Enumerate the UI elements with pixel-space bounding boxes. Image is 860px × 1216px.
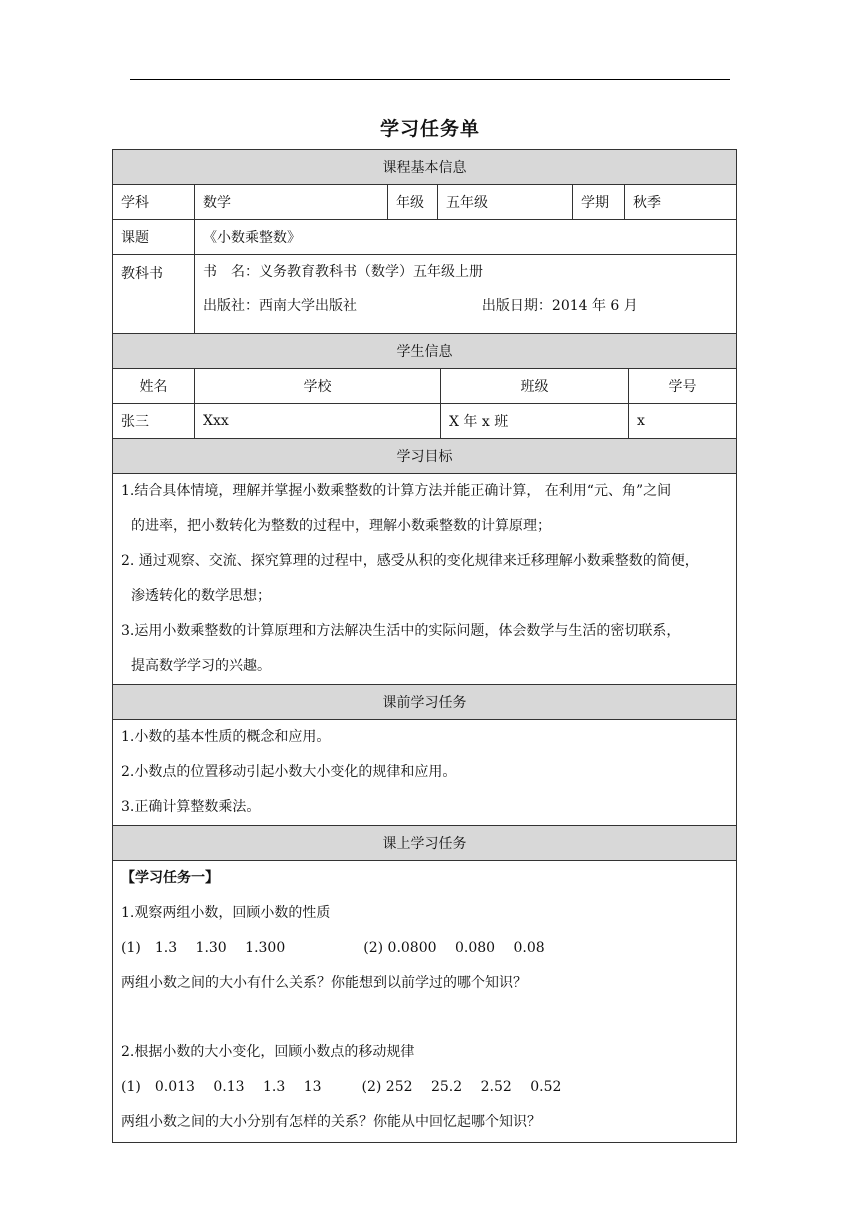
goal-line: 3.运用小数乘整数的计算原理和方法解决生活中的实际问题，体会数学与生活的密切联系， <box>121 623 681 639</box>
answer-space <box>121 1001 728 1035</box>
q1-question: 两组小数之间的大小有什么关系？你能想到以前学过的哪个知识？ <box>121 975 527 991</box>
q2-group1: (1) 0.013 0.13 1.3 13 <box>121 1079 322 1095</box>
topic-label: 课题 <box>113 220 195 255</box>
q1-group1: (1) 1.3 1.30 1.300 <box>121 940 286 956</box>
subject-label: 学科 <box>113 185 195 220</box>
student-info-header: 学生信息 <box>113 334 737 369</box>
goal-line: 渗透转化的数学思想； <box>131 588 271 604</box>
school-header: 学校 <box>195 369 441 404</box>
q2-question: 两组小数之间的大小分别有怎样的关系？你能从中回忆起哪个知识？ <box>121 1114 541 1130</box>
task-one-title: 【学习任务一】 <box>121 870 219 886</box>
publisher-label: 出版社： <box>203 298 259 314</box>
learning-table <box>112 438 737 1143</box>
course-info-header: 课程基本信息 <box>113 150 737 185</box>
course-info-table <box>112 149 737 334</box>
goal-line: 提高数学学习的兴趣。 <box>131 658 271 674</box>
goal-line: 1.结合具体情境，理解并掌握小数乘整数的计算方法并能正确计算， 在利用“元、角”之间 <box>121 483 672 499</box>
student-info-table <box>112 333 737 439</box>
class-header: 班级 <box>441 369 629 404</box>
goal-line: 2. 通过观察、交流、探究算理的过程中，感受从积的变化规律来迁移理解小数乘整数的简便， <box>121 553 699 569</box>
grade-value: 五年级 <box>438 185 573 220</box>
class-value: X 年 x 班 <box>441 404 629 439</box>
textbook-label: 教科书 <box>113 255 195 334</box>
header-rule <box>130 79 730 80</box>
pre-class-body <box>113 720 737 826</box>
document-title: 学习任务单 <box>379 118 480 140</box>
term-value: 秋季 <box>625 185 737 220</box>
pre-class-header: 课前学习任务 <box>113 685 737 720</box>
q2-group2: (2) 252 25.2 2.52 0.52 <box>361 1079 562 1095</box>
pre-class-item: 1.小数的基本性质的概念和应用。 <box>121 729 331 745</box>
in-class-body <box>113 861 737 1143</box>
goal-line: 的进率，把小数转化为整数的过程中，理解小数乘整数的计算原理； <box>131 518 551 534</box>
student-id-value: x <box>629 404 737 439</box>
grade-label: 年级 <box>388 185 438 220</box>
q1-group2: (2) 0.0800 0.080 0.08 <box>363 940 545 956</box>
in-class-header: 课上学习任务 <box>113 826 737 861</box>
publisher-line <box>203 289 728 323</box>
subject-value: 数学 <box>195 185 388 220</box>
q1-numbers <box>121 931 728 966</box>
name-value: 张三 <box>113 404 195 439</box>
goals-header: 学习目标 <box>113 439 737 474</box>
q2-title: 2.根据小数的大小变化，回顾小数点的移动规律 <box>121 1044 415 1060</box>
textbook-info <box>195 255 737 334</box>
book-name-label: 书 名： <box>203 264 259 280</box>
book-name-value: 义务教育教科书（数学）五年级上册 <box>259 264 483 280</box>
student-id-header: 学号 <box>629 369 737 404</box>
goals-body <box>113 474 737 685</box>
topic-value: 《小数乘整数》 <box>195 220 737 255</box>
q2-numbers <box>121 1070 728 1105</box>
pub-date-value: 2014 年 6 月 <box>551 298 638 314</box>
publisher-value: 西南大学出版社 <box>259 298 357 314</box>
name-header: 姓名 <box>113 369 195 404</box>
q1-title: 1.观察两组小数，回顾小数的性质 <box>121 905 331 921</box>
book-name-line <box>203 255 728 289</box>
task-sheet <box>112 149 736 1143</box>
pub-date-label: 出版日期： <box>481 298 552 314</box>
pre-class-item: 2.小数点的位置移动引起小数大小变化的规律和应用。 <box>121 764 457 780</box>
term-label: 学期 <box>573 185 625 220</box>
pre-class-item: 3.正确计算整数乘法。 <box>121 799 261 815</box>
school-value: Xxx <box>195 404 441 439</box>
